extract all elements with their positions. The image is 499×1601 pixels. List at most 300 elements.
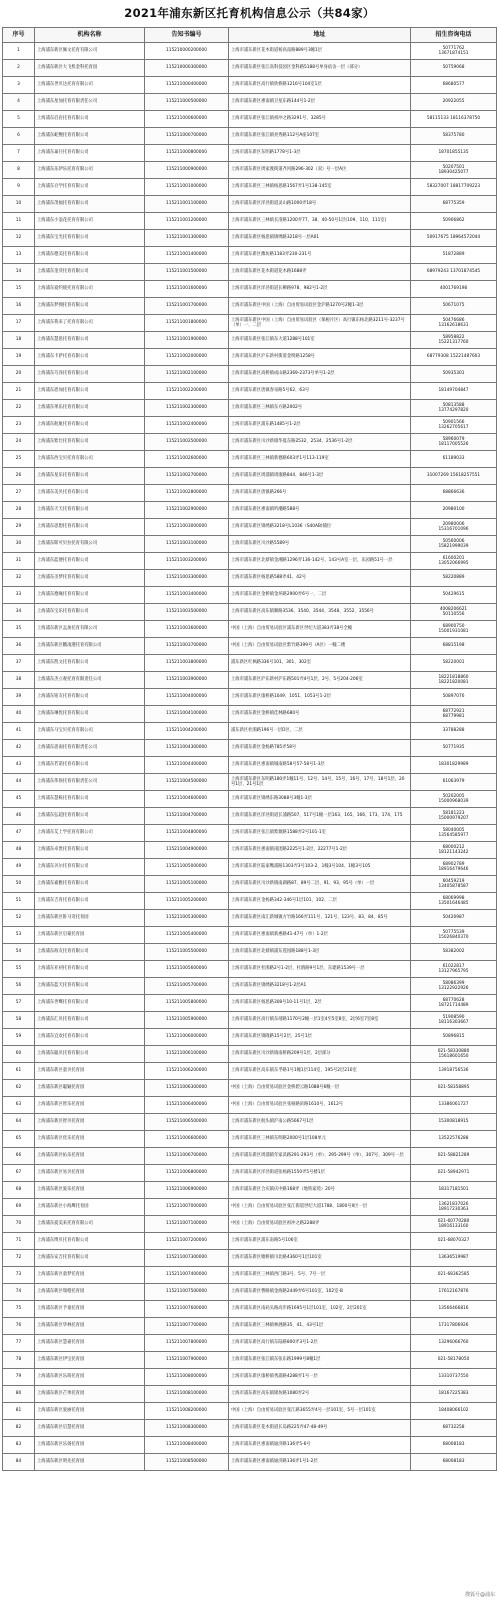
table-row [3, 536, 497, 553]
table-row [3, 298, 497, 315]
cell-address: 浦东新区杜鹃路196号一层D区、二层 [229, 723, 411, 740]
cell-address: 上海市浦东新区张江镇东张东路1999号8幢1层 [229, 1352, 411, 1369]
cell-code: 115211005000000 [145, 859, 229, 876]
cell-name: 上海浦东宝乐托育有限公司 [35, 604, 145, 621]
cell-phone: 18167225383 [411, 1386, 497, 1403]
cell-address: 上海市浦东新区航头镇沪南公路5667号1层 [229, 1114, 411, 1131]
cell-address: 上海市浦东新区金杨路342-346号1层101、102、二层 [229, 893, 411, 910]
table-row [3, 1403, 497, 1420]
cell-name: 上海浦东新区小海鹰托育园 [35, 1199, 145, 1216]
cell-phone: 58960079 18117005526 [411, 434, 497, 451]
cell-index: 11 [3, 213, 35, 230]
cell-name: 上海浦东巧泽托育有限公司 [35, 366, 145, 383]
cell-phone: 68902789 18916479646 [411, 859, 497, 876]
table-row [3, 1165, 497, 1182]
cell-name: 上海浦东思南托育有限责任公司 [35, 740, 145, 757]
cell-address: 上海市浦东新区川沙新镇华夏东路2532、2534、2536号1-2层 [229, 434, 411, 451]
cell-index: 52 [3, 910, 35, 927]
cell-index: 71 [3, 1233, 35, 1250]
cell-code: 115211002900000 [145, 502, 229, 519]
cell-phone: 13621837026 18917230363 [411, 1199, 497, 1216]
cell-phone: 18221818860 18221820081 [411, 672, 497, 689]
cell-phone: 58086399 13122922926 [411, 978, 497, 995]
cell-name: 上海浦东启岩托育有限公司 [35, 111, 145, 128]
cell-address: 上海市浦东新区三林镇林展路35、41、43号1层 [229, 1318, 411, 1335]
cell-phone: 50917675 18964572044 [411, 230, 497, 247]
cell-name: 上海浦东世贝达托育有限公司 [35, 77, 145, 94]
cell-index: 35 [3, 621, 35, 638]
cell-code: 115211000800000 [145, 145, 229, 162]
cell-name: 上海浦东宜欢托育有限公司 [35, 1029, 145, 1046]
cell-code: 115211007400000 [145, 1267, 229, 1284]
cell-name: 上海浦东新区启蒙托育园 [35, 927, 145, 944]
table-row [3, 638, 497, 655]
cell-code: 115211003000000 [145, 519, 229, 536]
institution-table [2, 27, 497, 1471]
table-row [3, 706, 497, 723]
cell-address: 上海市浦东新区洋泾街道长柳路978、982号1-2层 [229, 281, 411, 298]
table-row [3, 859, 497, 876]
cell-phone: 58220889 [411, 570, 497, 587]
cell-phone: 68779308 15221487603 [411, 349, 497, 366]
cell-phone: 13522576288 [411, 1131, 497, 1148]
cell-index: 46 [3, 808, 35, 825]
cell-code: 115211006700000 [145, 1148, 229, 1165]
cell-code: 115211006200000 [145, 1063, 229, 1080]
cell-address: 上海市浦东新区惠南镇新惠路41-47号（单）1-2层 [229, 927, 411, 944]
cell-code: 115211005300000 [145, 910, 229, 927]
cell-phone: 68900750 15001931081 [411, 621, 497, 638]
cell-phone: 58958822 15221317760 [411, 332, 497, 349]
cell-address: 上海市浦东新区高桥镇成山路2369-2373号单号1-2层 [229, 366, 411, 383]
cell-phone: 68866636 [411, 485, 497, 502]
cell-code: 115211004000000 [145, 689, 229, 706]
cell-address: 上海市浦东新区沪东新村街道金明路1258号 [229, 349, 411, 366]
cell-index: 83 [3, 1437, 35, 1454]
cell-index: 19 [3, 349, 35, 366]
cell-index: 6 [3, 128, 35, 145]
cell-index: 73 [3, 1267, 35, 1284]
table-row [3, 264, 497, 281]
cell-name: 上海浦东卡萨托育有限公司 [35, 349, 145, 366]
column-header-name: 机构名称 [35, 28, 145, 43]
table-row [3, 1029, 497, 1046]
cell-code: 115211003500000 [145, 604, 229, 621]
table-row [3, 1182, 497, 1199]
cell-phone: 50202005 15000968039 [411, 791, 497, 808]
cell-code: 115211007900000 [145, 1352, 229, 1369]
cell-phone: 50896815 [411, 1029, 497, 1046]
cell-code: 115210000200000 [145, 43, 229, 60]
cell-name: 上海浦东新区童梦托育园 [35, 1267, 145, 1284]
table-row [3, 740, 497, 757]
cell-name: 上海浦东爱约使托育有限公司 [35, 281, 145, 298]
cell-code: 115211005900000 [145, 1012, 229, 1029]
cell-index: 5 [3, 111, 35, 128]
cell-name: 上海浦东新区明先托育园 [35, 1454, 145, 1471]
cell-address: 上海市浦东新区周浦镇周康路844、846号1-3层 [229, 468, 411, 485]
cell-address: 上海市浦东新区张江镇紫薇路1588弄2号101-1室 [229, 825, 411, 842]
cell-code: 115211001200000 [145, 213, 229, 230]
cell-index: 58 [3, 1012, 35, 1029]
cell-index: 48 [3, 842, 35, 859]
cell-address: 中国（上海）自由贸易试验区祖冲之路2288弄 [229, 1216, 411, 1233]
cell-address: 上海市浦东新区高行镇欣桥路1216号104室1层 [229, 77, 411, 94]
cell-address: 上海市浦东新区洋泾街道张杨路1550弄5号楼1层 [229, 1165, 411, 1182]
cell-code: 115211008100000 [145, 1386, 229, 1403]
cell-index: 78 [3, 1352, 35, 1369]
cell-address: 中国（上海）自由贸易试验区紫竹路399号（A区）一幢二楼 [229, 638, 411, 655]
cell-code: 115211004200000 [145, 723, 229, 740]
cell-phone: 60459219 13405878587 [411, 876, 497, 893]
cell-index: 62 [3, 1080, 35, 1097]
cell-address: 上海市浦东新区川沙路5589号 [229, 536, 411, 553]
cell-name: 上海浦东新区芒果托育园 [35, 1386, 145, 1403]
cell-code: 115211004400000 [145, 757, 229, 774]
cell-code: 115211007500000 [145, 1284, 229, 1301]
cell-phone: 15300818915 [411, 1114, 497, 1131]
cell-phone: 68680577 [411, 77, 497, 94]
cell-address: 上海市浦东新区惠南镇通济路136弄5-6号 [229, 1437, 411, 1454]
cell-name: 上海浦东弘超托育有限公司 [35, 808, 145, 825]
cell-code: 115211007000000 [145, 1199, 229, 1216]
cell-address: 上海市浦东新区康桥镇秀浦路4288弄1号一层 [229, 1369, 411, 1386]
cell-address: 浦东新区红枫路336号101、301、302室 [229, 655, 411, 672]
cell-phone: 13310737550 [411, 1369, 497, 1386]
cell-index: 8 [3, 162, 35, 179]
cell-index: 60 [3, 1046, 35, 1063]
cell-address: 上海市浦东新区杜鹃路2号1-2层、杜鹃路9号1层，东建路1539号一层 [229, 961, 411, 978]
cell-index: 9 [3, 179, 35, 196]
cell-index: 32 [3, 570, 35, 587]
cell-name: 上海浦东果乐托育有限公司 [35, 400, 145, 417]
cell-code: 115211006400000 [145, 1097, 229, 1114]
cell-phone: 50476686 13162618631 [411, 315, 497, 332]
column-header-phone: 招生咨询电话 [411, 28, 497, 43]
cell-name: 上海浦东紫仕托育有限公司 [35, 434, 145, 451]
cell-index: 59 [3, 1029, 35, 1046]
cell-phone: 50560006 15821999039 [411, 536, 497, 553]
cell-index: 20 [3, 366, 35, 383]
cell-phone: 021-58358895 [411, 1080, 497, 1097]
cell-code: 115211004700000 [145, 808, 229, 825]
table-row [3, 1386, 497, 1403]
cell-name: 上海浦东慧思托育有限公司 [35, 332, 145, 349]
cell-code: 115211001600000 [145, 281, 229, 298]
cell-phone: 68979243 13701874545 [411, 264, 497, 281]
cell-index: 44 [3, 774, 35, 791]
cell-phone: 51908590 18116303667 [411, 1012, 497, 1029]
cell-phone: 021-68362585 [411, 1267, 497, 1284]
table-row [3, 1199, 497, 1216]
cell-phone: 58375780 [411, 128, 497, 145]
cell-phone: 61063979 [411, 774, 497, 791]
cell-index: 80 [3, 1386, 35, 1403]
cell-name: 上海浦东星加托育有限责任公司 [35, 94, 145, 111]
cell-name: 上海浦东嘉雅托育有限公司 [35, 876, 145, 893]
table-row [3, 332, 497, 349]
cell-name: 上海浦东小浪花托育有限公司 [35, 213, 145, 230]
cell-phone: 13636519987 [411, 1250, 497, 1267]
cell-address: 上海市浦东新区东明路1778号1-3层 [229, 145, 411, 162]
cell-address: 上海市浦东新区锦绣路3218号L1036（S40AB)铺位 [229, 519, 411, 536]
table-row [3, 400, 497, 417]
cell-name: 上海浦东新区乐萌托育园 [35, 1369, 145, 1386]
cell-address: 中国（上海）自由贸易试验区张江路3655弄4号一层101室、5号一层101室 [229, 1403, 411, 1420]
cell-code: 115211003200000 [145, 553, 229, 570]
cell-code: 115211004100000 [145, 706, 229, 723]
cell-code: 115211004300000 [145, 740, 229, 757]
cell-phone: 4008206621 50110556 [411, 604, 497, 621]
cell-name: 上海浦东新区童贝托育园 [35, 1063, 145, 1080]
table-row [3, 1233, 497, 1250]
cell-index: 57 [3, 995, 35, 1012]
cell-address: 上海市浦东新区合庆镇庆中路168弄（地铁家苑）20号 [229, 1182, 411, 1199]
cell-code: 115211001400000 [145, 247, 229, 264]
cell-address: 上海市浦东新区周家渡街道齐河路296-302（双）号一层A区 [229, 162, 411, 179]
cell-phone: 31007269 15618257551 [411, 468, 497, 485]
table-row [3, 808, 497, 825]
cell-name: 上海浦东圣梦托育有限公司 [35, 570, 145, 587]
cell-code: 115211000600000 [145, 111, 229, 128]
cell-name: 上海浦东慧栋托育有限公司 [35, 791, 145, 808]
cell-phone: 58181223 15000979207 [411, 808, 497, 825]
table-row [3, 1301, 497, 1318]
cell-index: 55 [3, 961, 35, 978]
cell-index: 39 [3, 689, 35, 706]
cell-index: 36 [3, 638, 35, 655]
cell-name: 上海浦东贝尔托育有限公司 [35, 859, 145, 876]
table-row [3, 774, 497, 791]
page-title: 2021年浦东新区托育机构信息公示（共84家） [124, 6, 375, 20]
cell-address: 上海市浦东新区唐镇春泉路5号62、63号 [229, 383, 411, 400]
cell-name: 上海浦东新区孟加托育有限公司 [35, 621, 145, 638]
cell-phone: 50935301 [411, 366, 497, 383]
cell-address: 中国（上海）自由贸易试验区金桥碧云路1088号6幢一层 [229, 1080, 411, 1097]
cell-code: 115211002700000 [145, 468, 229, 485]
cell-index: 26 [3, 468, 35, 485]
cell-index: 21 [3, 383, 35, 400]
cell-phone: 68000212 18121143242 [411, 842, 497, 859]
cell-code: 115211004800000 [145, 825, 229, 842]
table-row [3, 1148, 497, 1165]
cell-name: 上海浦东新区爱丽托育园 [35, 1403, 145, 1420]
cell-address: 上海市浦东新区周浦镇年家浜路291-293号（单）、295-299号（单）、307号、309号一层 [229, 1148, 411, 1165]
table-row [3, 1046, 497, 1063]
cell-code: 115211005600000 [145, 961, 229, 978]
cell-phone: 13918756536 [411, 1063, 497, 1080]
cell-address: 上海市浦东新区锦隆路15号2层、25号1层 [229, 1029, 411, 1046]
cell-name: 上海浦东新区鹏凌港托育有限公司 [35, 638, 145, 655]
table-row [3, 621, 497, 638]
table-row [3, 604, 497, 621]
cell-address: 上海市浦东新区潍坊路1183弄230-231号 [229, 247, 411, 264]
cell-address: 上海市浦东新区锦绣东路3088号3幢1-3层 [229, 791, 411, 808]
cell-address: 中国（上海）自由贸易试验区张杨路滨路1610号、1612号 [229, 1097, 411, 1114]
cell-index: 64 [3, 1114, 35, 1131]
cell-name: 上海浦东若诺托育有限公司 [35, 757, 145, 774]
cell-code: 115211005700000 [145, 978, 229, 995]
cell-name: 上海浦东航航托育有限公司 [35, 417, 145, 434]
table-row [3, 944, 497, 961]
cell-index: 45 [3, 791, 35, 808]
cell-code: 115211007300000 [145, 1250, 229, 1267]
cell-phone: 021-68070327 [411, 1233, 497, 1250]
table-header-row [3, 28, 497, 43]
table-row [3, 417, 497, 434]
cell-code: 115211001700000 [145, 298, 229, 315]
table-row [3, 349, 497, 366]
cell-name: 上海浦东蓝便托育有限公司 [35, 553, 145, 570]
table-row [3, 145, 497, 162]
cell-code: 115211001500000 [145, 264, 229, 281]
cell-code: 115211007100000 [145, 1216, 229, 1233]
cell-name: 上海浦东新区伊宝托育园 [35, 1352, 145, 1369]
cell-index: 67 [3, 1165, 35, 1182]
cell-name: 上海浦东新区瑞橙托育园 [35, 1284, 145, 1301]
cell-address: 上海市浦东新区三林镇东方路2002号 [229, 400, 411, 417]
table-row [3, 383, 497, 400]
cell-code: 115211002800000 [145, 485, 229, 502]
cell-code: 115211002500000 [145, 434, 229, 451]
table-row [3, 1284, 497, 1301]
cell-phone: 50429615 [411, 587, 497, 604]
cell-phone: 4001769198 [411, 281, 497, 298]
cell-name: 上海浦东安吉托育有限公司 [35, 1250, 145, 1267]
cell-name: 上海浦东新区智乐托育园 [35, 1097, 145, 1114]
cell-phone: 021-58942971 [411, 1165, 497, 1182]
cell-name: 上海浦东新区乐扬托育园 [35, 1437, 145, 1454]
cell-address: 上海市浦东新区花木街道杨高南路889号3幢1层 [229, 43, 411, 60]
cell-index: 13 [3, 247, 35, 264]
cell-phone: 18149704847 [411, 383, 497, 400]
table-row [3, 1318, 497, 1335]
cell-address: 上海市浦东新区三林镇东明路2000号1层108单元 [229, 1131, 411, 1148]
cell-code: 115211006100000 [145, 1046, 229, 1063]
cell-address: 上海市浦东新区张江镇祖冲之路3291号、3285号 [229, 111, 411, 128]
cell-name: 上海浦东巢仔托育有限公司 [35, 145, 145, 162]
cell-phone: 50775539 15026840370 [411, 927, 497, 944]
cell-phone: 68770628 18721714489 [411, 995, 497, 1012]
cell-code: 115211008000000 [145, 1369, 229, 1386]
cell-code: 115211007700000 [145, 1318, 229, 1335]
cell-name: 上海浦东梦拥托育有限公司 [35, 298, 145, 315]
table-row [3, 94, 497, 111]
cell-phone: 68008183 [411, 1437, 497, 1454]
cell-code: 115211003900000 [145, 672, 229, 689]
table-row [3, 723, 497, 740]
cell-index: 16 [3, 298, 35, 315]
cell-address: 上海市浦东新区张江高科技园区金科路5188号单身宿舍一层（部分） [229, 60, 411, 77]
cell-index: 29 [3, 519, 35, 536]
cell-index: 23 [3, 417, 35, 434]
cell-code: 115211001300000 [145, 230, 229, 247]
cell-index: 28 [3, 502, 35, 519]
cell-name: 上海浦东我来了托育有限公司 [35, 315, 145, 332]
cell-name: 上海浦东茂福托育有限公司 [35, 196, 145, 213]
cell-phone: 68772921 68779981 [411, 706, 497, 723]
cell-index: 25 [3, 451, 35, 468]
cell-phone: 021-58330880 15618601650 [411, 1046, 497, 1063]
cell-index: 51 [3, 893, 35, 910]
cell-phone: 20980006 15316701096 [411, 519, 497, 536]
table-row [3, 366, 497, 383]
cell-code: 115211007200000 [145, 1233, 229, 1250]
cell-name: 上海浦东星乐托育有限公司 [35, 468, 145, 485]
cell-index: 22 [3, 400, 35, 417]
cell-name: 上海浦东新区聪颖托育园 [35, 1080, 145, 1097]
table-body [3, 43, 497, 1471]
cell-name: 上海浦东艾上学托育有限公司 [35, 825, 145, 842]
cell-address: 上海市浦东新区高东镇东孚路1号1幢1层114室、195号2层210室 [229, 1063, 411, 1080]
cell-phone: 58115133 18116378750 [411, 111, 497, 128]
table-row [3, 519, 497, 536]
cell-code: 115210000300000 [145, 60, 229, 77]
cell-index: 30 [3, 536, 35, 553]
cell-name: 上海浦东新区慧嘉托育园 [35, 1335, 145, 1352]
cell-phone: 68732258 [411, 1420, 497, 1437]
table-row [3, 791, 497, 808]
cell-code: 115211003600000 [145, 621, 229, 638]
cell-address: 上海市浦东新区惠南镇卫星东路144号1-2层 [229, 94, 411, 111]
cell-phone: 51872889 [411, 247, 497, 264]
cell-name: 上海浦东海友托育有限公司 [35, 944, 145, 961]
table-row [3, 1420, 497, 1437]
cell-name: 上海浦东美贝托育有限公司 [35, 485, 145, 502]
cell-name: 上海浦东恩加托育有限公司 [35, 383, 145, 400]
cell-index: 43 [3, 757, 35, 774]
cell-address: 上海市浦东新区杨思路588弄41、42号 [229, 570, 411, 587]
cell-index: 17 [3, 315, 35, 332]
cell-address: 上海市浦东新区三林镇杨思路1567弄1号138-145室 [229, 179, 411, 196]
cell-name: 上海浦东蓝天托育有限公司 [35, 978, 145, 995]
table-row [3, 1250, 497, 1267]
cell-address: 上海市浦东新区三林镇西门路3号、5号、7号一层 [229, 1267, 411, 1284]
cell-address: 上海市浦东新区北蔡镇金湘路1296弄136-142号、143号A室一层，乐园路51号一层 [229, 553, 411, 570]
cell-code: 115211004900000 [145, 842, 229, 859]
table-row [3, 451, 497, 468]
watermark: 搜狐号@浦东 [464, 1592, 495, 1598]
cell-code: 115211005800000 [145, 995, 229, 1012]
table-row [3, 77, 497, 94]
cell-index: 81 [3, 1403, 35, 1420]
cell-phone: 61600201 13052066995 [411, 553, 497, 570]
cell-address: 上海市浦东新区东明路180弄1幢11号、12号、14号、15号、16号、17号、18号1层、20号1层、21号1层 [229, 774, 411, 791]
cell-name: 上海浦东德缘托育有限公司 [35, 587, 145, 604]
cell-phone: 61022817 13127965795 [411, 961, 497, 978]
table-row [3, 961, 497, 978]
cell-phone: 13296066760 [411, 1335, 497, 1352]
cell-address: 上海市浦东新区三林镇新德路603弄1号113-119室 [229, 451, 411, 468]
cell-phone: 13566466816 [411, 1301, 497, 1318]
column-header-index: 序号 [3, 28, 35, 43]
cell-code: 115211000500000 [145, 94, 229, 111]
table-row [3, 1131, 497, 1148]
cell-code: 115211007800000 [145, 1335, 229, 1352]
table-row [3, 111, 497, 128]
cell-index: 33 [3, 587, 35, 604]
cell-address: 上海市浦东新区三林镇长清路1200弄77、38、40-50号1层(109、110、111室) [229, 213, 411, 230]
table-row [3, 1335, 497, 1352]
cell-index: 69 [3, 1199, 35, 1216]
cell-name: 上海浦东新区优乐托育园 [35, 1131, 145, 1148]
cell-address: 上海市浦东新区南汇新城镇方竹路166弄111号、121号、123号、83、84、85号 [229, 910, 411, 927]
cell-address: 上海市浦东新区高行镇东靖路1170号2幢一层1室4至5室8室、2层6室7室8室 [229, 1012, 411, 1029]
cell-code: 115211008200000 [145, 1403, 229, 1420]
table-row [3, 842, 497, 859]
cell-name: 上海浦东汇贝托育有限公司 [35, 1012, 145, 1029]
cell-phone: 17317806926 [411, 1318, 497, 1335]
